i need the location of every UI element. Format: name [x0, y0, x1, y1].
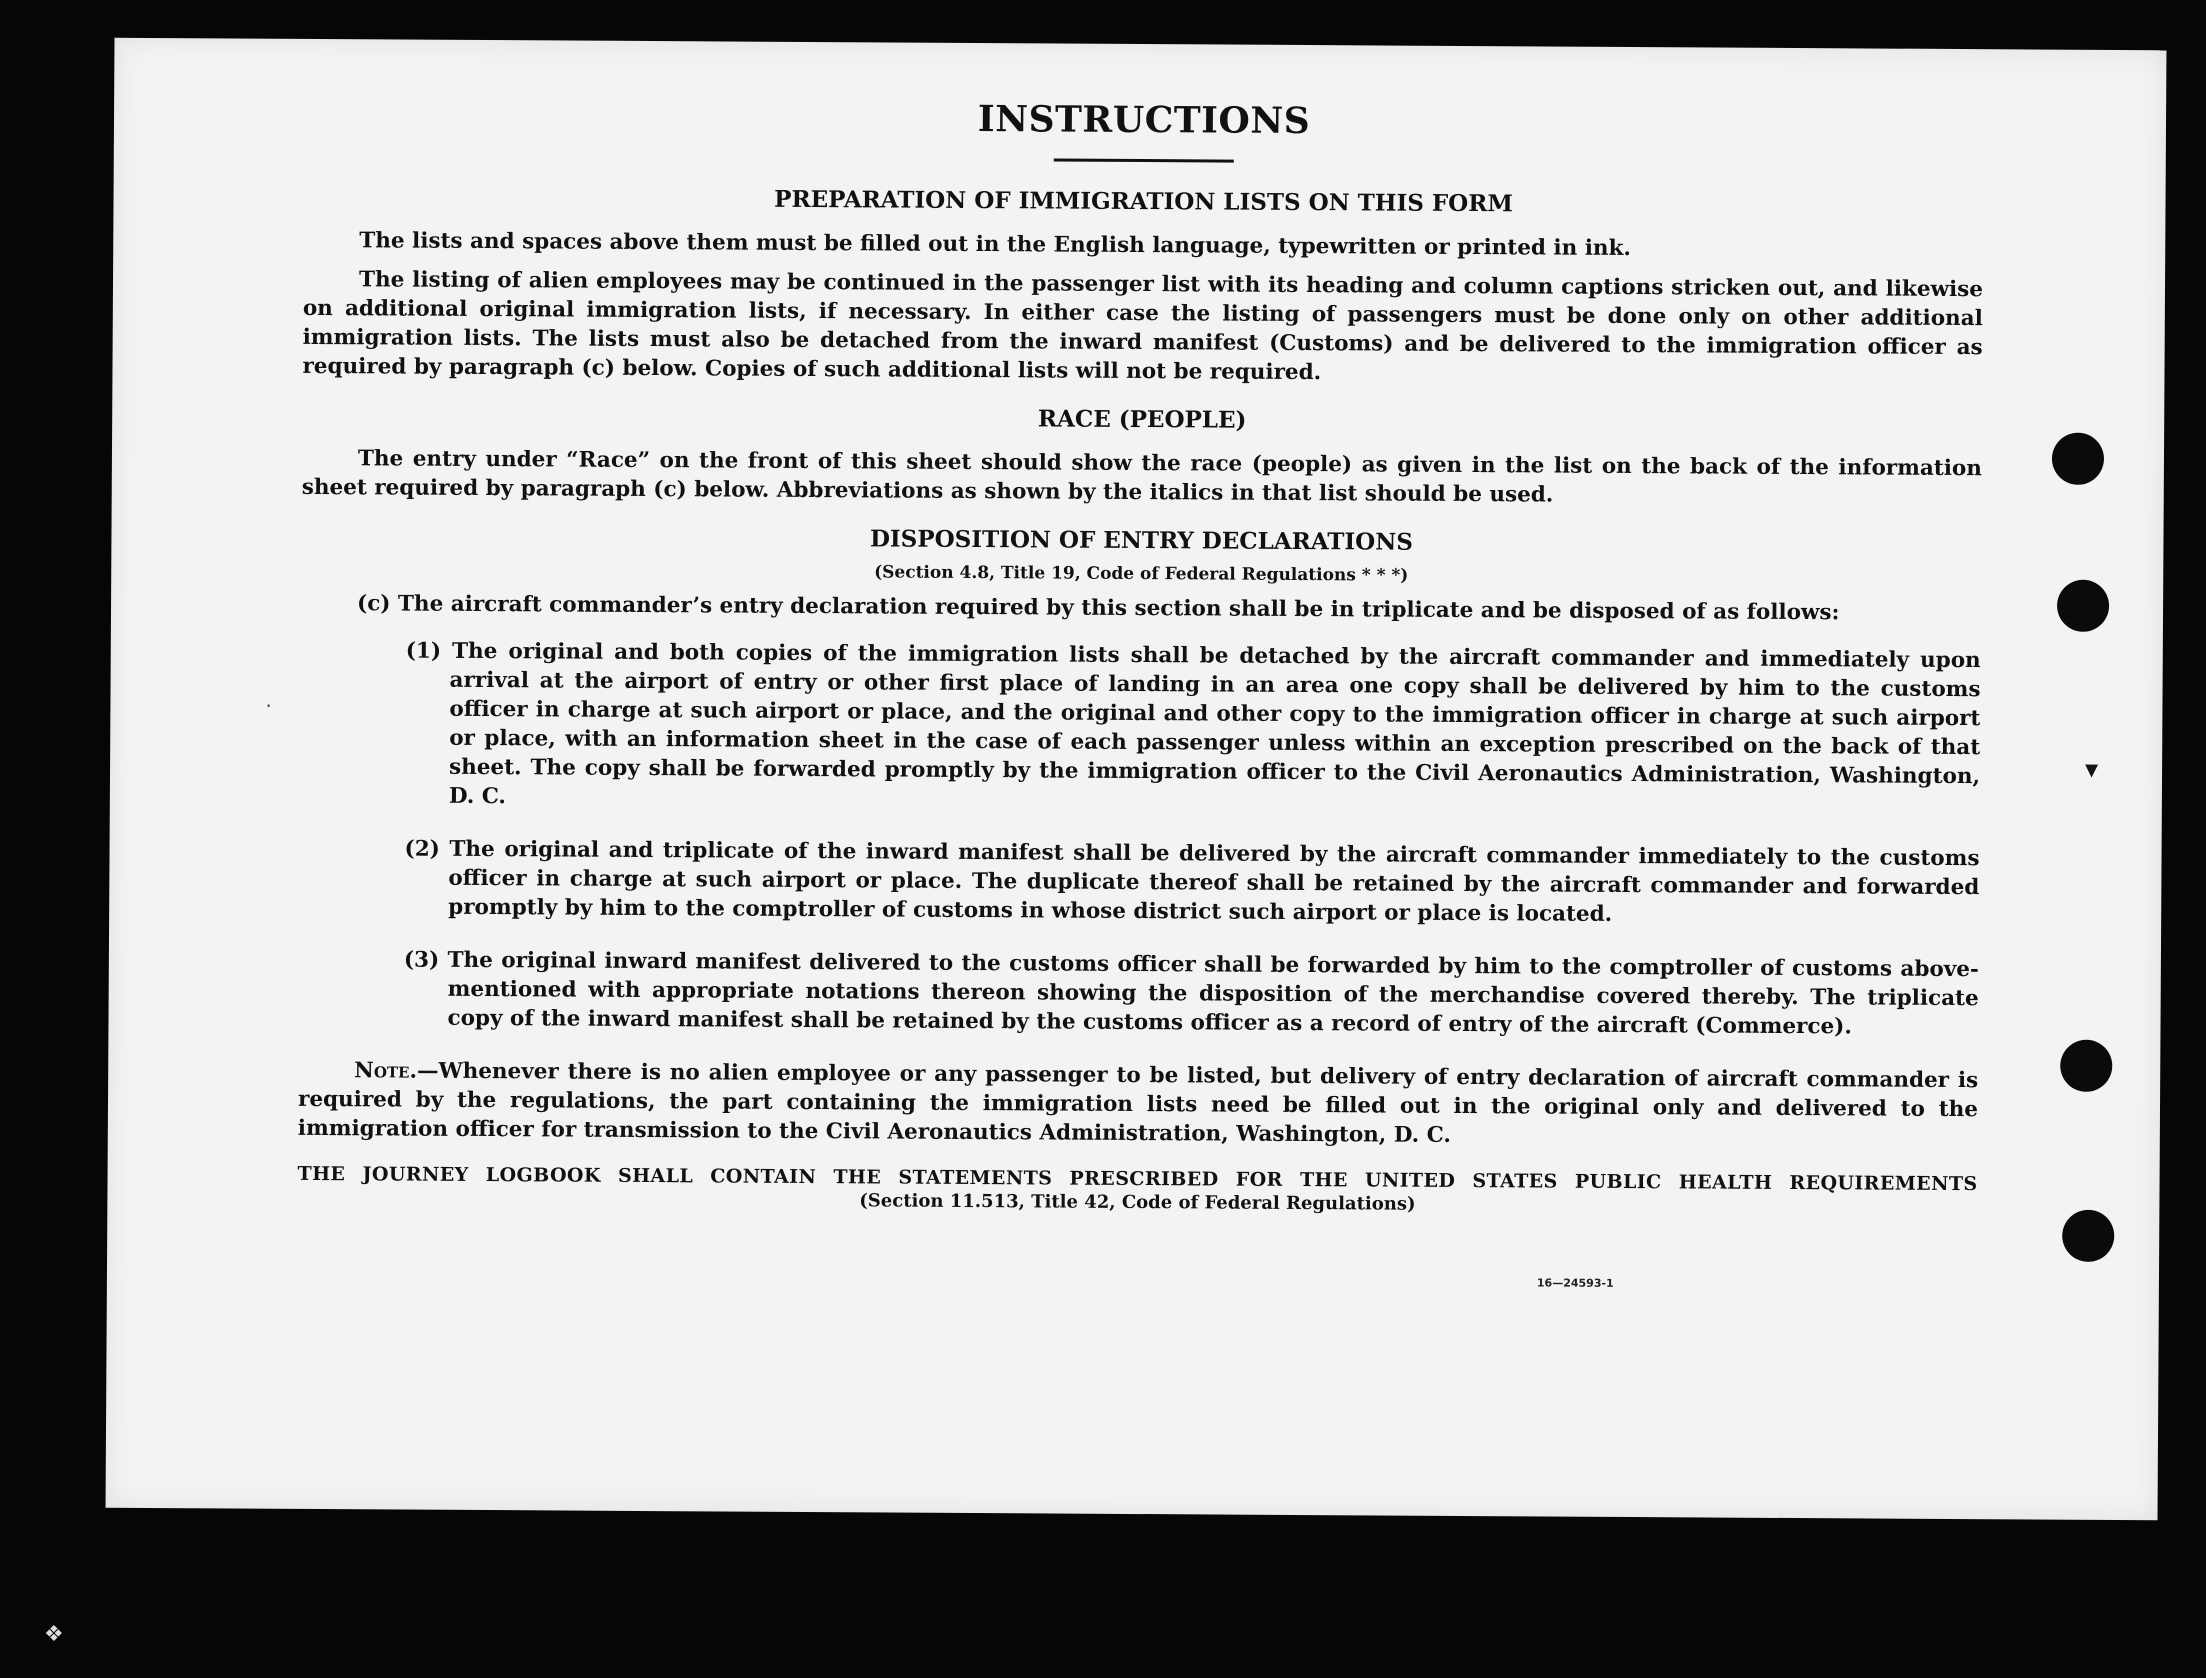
ink-mark-icon: ▾	[2084, 754, 2099, 785]
health-requirements-citation: (Section 11.513, Title 42, Code of Federal Regulations)	[859, 1190, 1416, 1215]
form-number: 16—24593-1	[1536, 1276, 1614, 1290]
note-paragraph	[298, 1056, 1979, 1153]
paragraph-intro-c: (c) The aircraft commander’s entry declaration required by this section shall be in triplicate and be disposed of as follows:	[356, 591, 1840, 626]
dot-mark-icon: ·	[265, 693, 272, 718]
instructions-content	[297, 94, 1984, 1218]
list-item: (1) The original and both copies of the immigration lists shall be detached by the aircraft commander and immediately upon arrival at the airport of entry or other first place of landing in an area one copy shall be delivered by him to the customs officer in charge at such airport or place, and the original and other copy to the immigration officer in charge at such airport or place, with an information sheet in the case of each passenger unless within an exception prescribed on the back of that sheet. The copy shall be forwarded promptly by the immigration officer to the Civil Aeronautics Administration, Washington, D. C.	[405, 638, 1981, 810]
title-underline	[1054, 158, 1234, 162]
section-heading-preparation: PREPARATION OF IMMIGRATION LISTS ON THIS FORM	[774, 185, 1513, 218]
section-heading-race: RACE (PEOPLE)	[1037, 405, 1247, 434]
punch-hole-icon	[2062, 1210, 2114, 1262]
health-requirements-statement: THE JOURNEY LOGBOOK SHALL CONTAIN THE STATEMENTS PRESCRIBED FOR THE UNITED STATES PUBLIC HEALTH REQUIREMENTS	[297, 1162, 1978, 1196]
note-label: Note.	[354, 1058, 418, 1084]
list-item: (2) The original and triplicate of the inward manifest shall be delivered by the aircraft commander immediately to the customs officer in charge at such airport or place. The duplicate thereof shall be retained by the aircraft commander and forwarded promptly by him to the comptroller of customs in whose district such airport or place is located.	[404, 836, 1980, 927]
punch-hole-icon	[2060, 1040, 2112, 1092]
paragraph-listing: The listing of alien employees may be continued in the passenger list with its heading and column captions stricken out, and likewise on additional original immigration lists, if necessary. In either case the listing of passengers must be done only on other additional immigration lists. The lists must also be detached from the inward manifest (Customs) and be delivered to the immigration officer as required by paragraph (c) below. Copies of such additional lists will not be required.	[302, 267, 1984, 386]
list-item: (3) The original inward manifest delivered to the customs officer shall be forwarded by him to the comptroller of customs above-mentioned with appropriate notations thereon showing the disposition of the merchandise covered thereby. The triplicate copy of the inward manifest shall be retained by the customs officer as a record of entry of the aircraft (Commerce).	[403, 947, 1979, 1040]
paragraph-language: The lists and spaces above them must be filled out in the English language, typewritten or printed in ink.	[359, 228, 1632, 262]
page-title: INSTRUCTIONS	[977, 98, 1311, 143]
paper-sheet	[106, 38, 2167, 1521]
scan-artifact-icon: ❖	[44, 1622, 64, 1647]
punch-hole-icon	[2052, 433, 2104, 485]
note-text: —Whenever there is no alien employee or any passenger to be listed, but delivery of entry declaration of aircraft commander is required by the regulations, the part containing the immigration lists need be filled out in the original only and delivered to the immigration officer for transmission to the Civil Aeronautics Administration, Washington, D. C.	[297, 1058, 1979, 1148]
paragraph-race: The entry under “Race” on the front of this sheet should show the race (people) as given in the list on the back of the information sheet required by paragraph (c) below. Abbreviations as shown by the italics in that list should be used.	[301, 446, 1982, 508]
section-heading-disposition: DISPOSITION OF ENTRY DECLARATIONS	[869, 525, 1413, 556]
punch-hole-icon	[2057, 580, 2109, 632]
section-citation: (Section 4.8, Title 19, Code of Federal Regulations * * *)	[874, 562, 1409, 586]
